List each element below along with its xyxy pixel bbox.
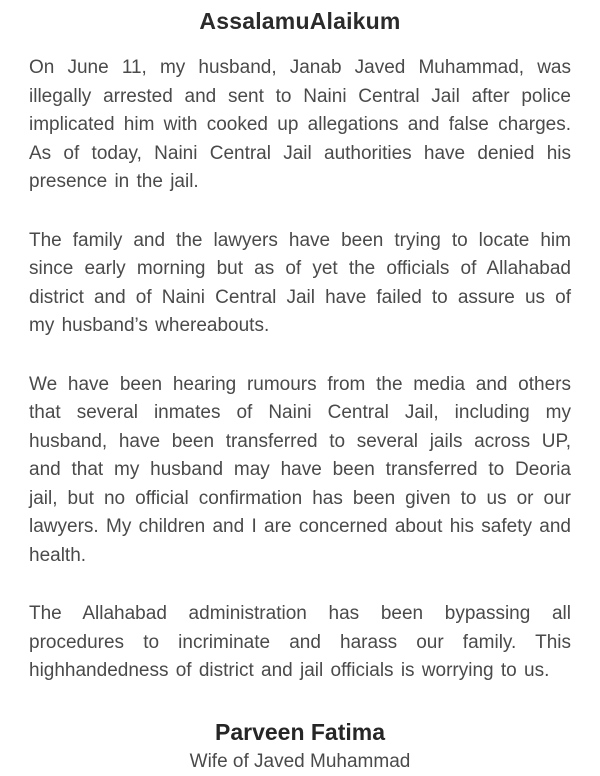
signature-role: Wife of Javed Muhammad <box>189 750 411 772</box>
document-title: AssalamuAlaikum <box>199 8 401 34</box>
statement-paragraph-2: The family and the lawyers have been trying to locate him since early morning but as of yet the officials of Allahabad district and of Naini Central Jail have failed to assure us of my husband’s whereabouts. <box>29 229 571 336</box>
statement-paragraph-1: On June 11, my husband, Janab Javed Muhammad, was illegally arrested and sent to Naini Central Jail after police implicated him with cooked up allegations and false charges. As of today, Naini Central Jail authorities have denied his presence in the jail. <box>29 57 571 192</box>
statement-paragraph-3: We have been hearing rumours from the media and others that several inmates of Naini Central Jail, including my husband, have been transferred to several jails across UP, and that my husband may have been transferred to Deoria jail, but no official confirmation has been given to us or our lawyers. My children and I are concerned about his safety and health. <box>29 373 571 566</box>
signature-name: Parveen Fatima <box>214 718 386 745</box>
statement-paragraph-4: The Allahabad administration has been bypassing all procedures to incriminate and harass our family. This highhandedness of district and jail officials is worrying to us. <box>29 603 571 681</box>
